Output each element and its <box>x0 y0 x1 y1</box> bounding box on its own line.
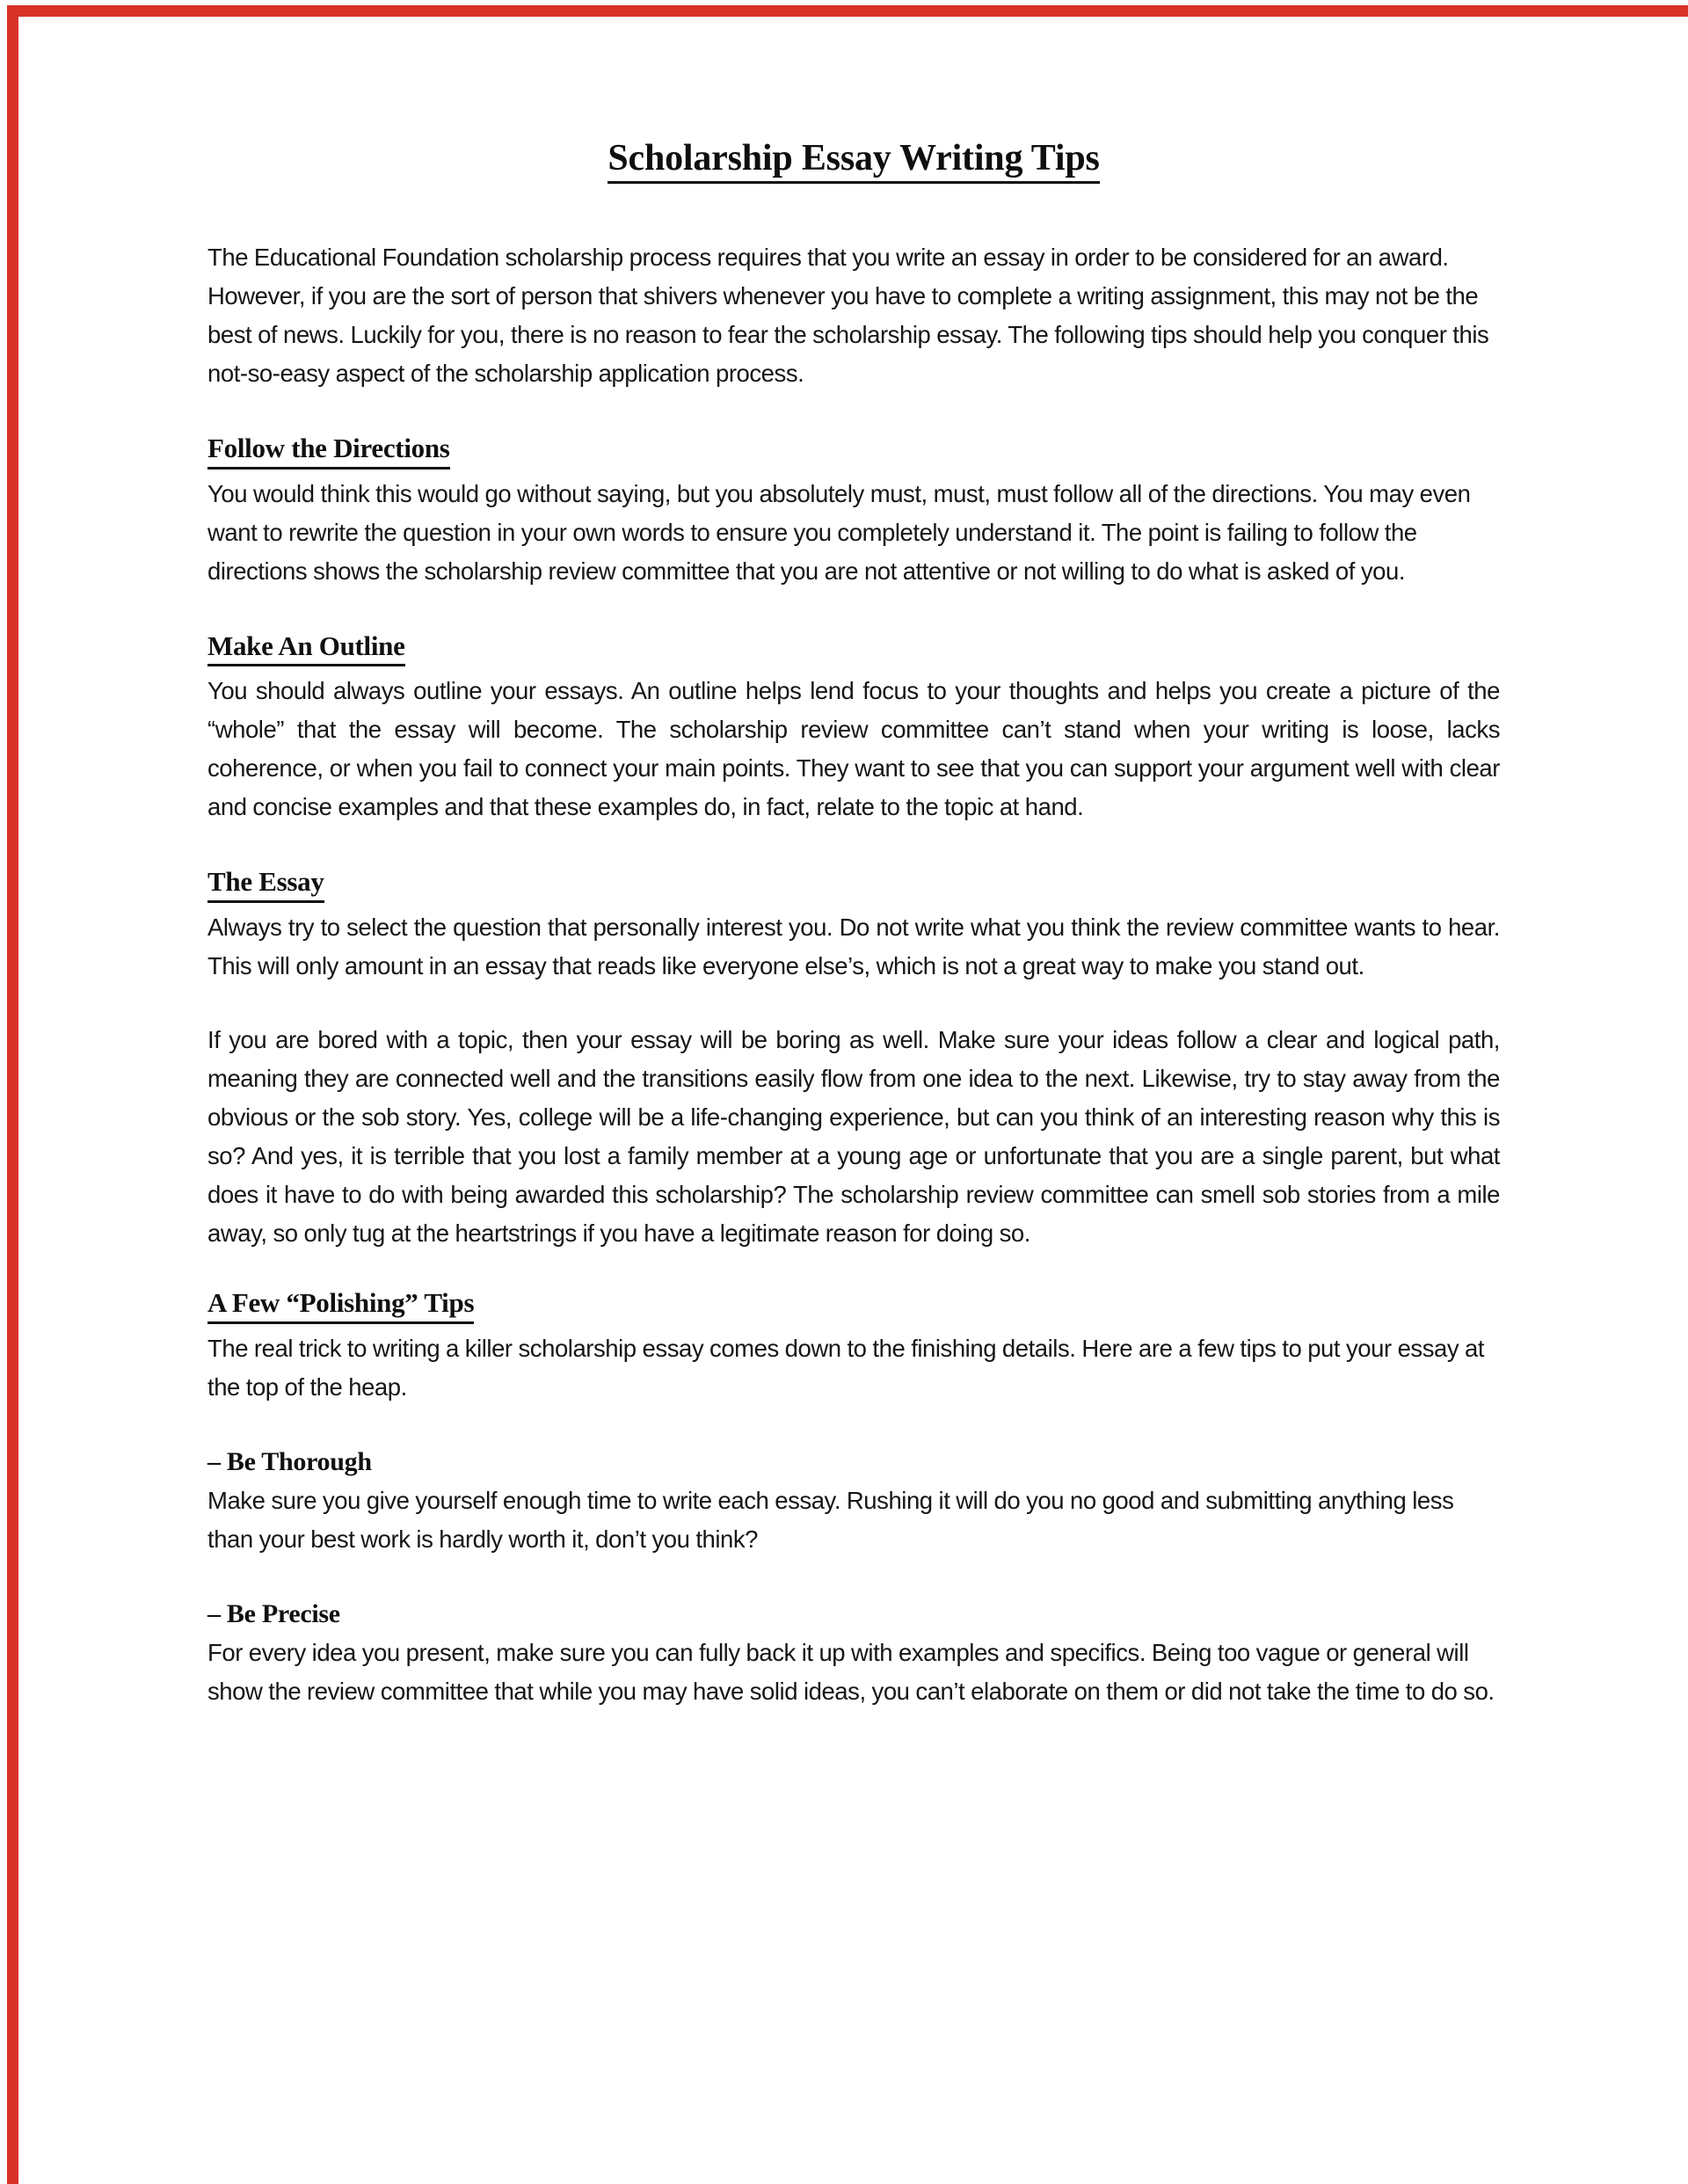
section-heading-polishing-tips-text: A Few “Polishing” Tips <box>207 1288 474 1324</box>
tip-paragraph-be-thorough: Make sure you give yourself enough time to write each essay. Rushing it will do you no good and submitting anything less than your best work is hardly worth it, don’t you think? <box>207 1486 1454 1553</box>
section-heading-polishing-tips <box>207 1288 1500 1324</box>
tip-heading-be-thorough: – Be Thorough <box>207 1446 372 1476</box>
spacer-between-essay-paragraphs <box>207 986 1500 1021</box>
spacer-before-be-thorough <box>207 1407 1500 1447</box>
spacer-before-be-precise <box>207 1559 1500 1599</box>
section-paragraph-polishing-tips: The real trick to writing a killer scholarship essay comes down to the finishing details. Here are a few tips to put your essay at the top of the heap. <box>207 1334 1485 1401</box>
section-heading-make-outline <box>207 631 1500 667</box>
section-paragraph-the-essay-second: If you are bored with a topic, then your essay will be boring as well. Make sure your ideas follow a clear and logical path, meaning they are connected well and the transitions easily flow from one idea to the next. Likewise, try to stay away from the obvious or the sob story. Yes, college will be a life-changing experience, but can you think of an interesting reason why this is so? And yes, it is terrible that you lost a family member at a young age or unfortunate that you are a single parent, but what does it have to do with being awarded this scholarship? The scholarship review committee can smell sob stories from a mile away, so only tug at the heartstrings if you have a legitimate reason for doing so. <box>207 1026 1500 1248</box>
tip-paragraph-be-precise: For every idea you present, make sure you can fully back it up with examples and specifics. Being too vague or general will show the review committee that while you may have solid ideas, you can’t elaborate on them or did not take the time to do so. <box>207 1638 1495 1705</box>
page-title <box>207 140 1500 184</box>
section-heading-make-outline-text: Make An Outline <box>207 631 405 667</box>
spacer-before-polishing <box>207 1253 1500 1288</box>
section-heading-the-essay-text: The Essay <box>207 867 324 903</box>
section-heading-the-essay <box>207 867 1500 903</box>
section-heading-follow-directions-text: Follow the Directions <box>207 433 450 470</box>
spacer-before-outline <box>207 591 1500 631</box>
section-paragraph-follow-directions: You would think this would go without saying, but you absolutely must, must, must follow all of the directions. You may even want to rewrite the question in your own words to ensure you completely understand it. The point is failing to follow the directions shows the scholarship review committee that you are not attentive or not willing to do what is asked of you. <box>207 479 1471 585</box>
document-paper <box>18 17 1688 2184</box>
intro-paragraph: The Educational Foundation scholarship process requires that you write an essay in order to be considered for an award. However, if you are the sort of person that shivers whenever you have to complete a writing assignment, this may not be the best of news. Luckily for you, there is no reason to fear the scholarship essay. The following tips should help you conquer this not-so-easy aspect of the scholarship application process. <box>207 244 1489 387</box>
spacer-before-directions <box>207 393 1500 433</box>
document-content <box>207 140 1500 1711</box>
section-heading-follow-directions <box>207 433 1500 470</box>
page-title-text: Scholarship Essay Writing Tips <box>608 140 1099 184</box>
section-paragraph-make-outline: You should always outline your essays. An outline helps lend focus to your thoughts and helps you create a picture of the “whole” that the essay will become. The scholarship review committee can’t stand when your writing is loose, lacks coherence, or when you fail to connect your main points. They want to see that you can support your argument well with clear and concise examples and that these examples do, in fact, relate to the topic at hand. <box>207 677 1500 821</box>
tip-heading-be-precise: – Be Precise <box>207 1598 340 1628</box>
section-paragraph-the-essay: Always try to select the question that personally interest you. Do not write what you think the review committee wants to hear. This will only amount in an essay that reads like everyone else’s, which is not a great way to make you stand out. <box>207 914 1500 980</box>
spacer-before-essay <box>207 826 1500 867</box>
spacer-after-title <box>207 184 1500 238</box>
